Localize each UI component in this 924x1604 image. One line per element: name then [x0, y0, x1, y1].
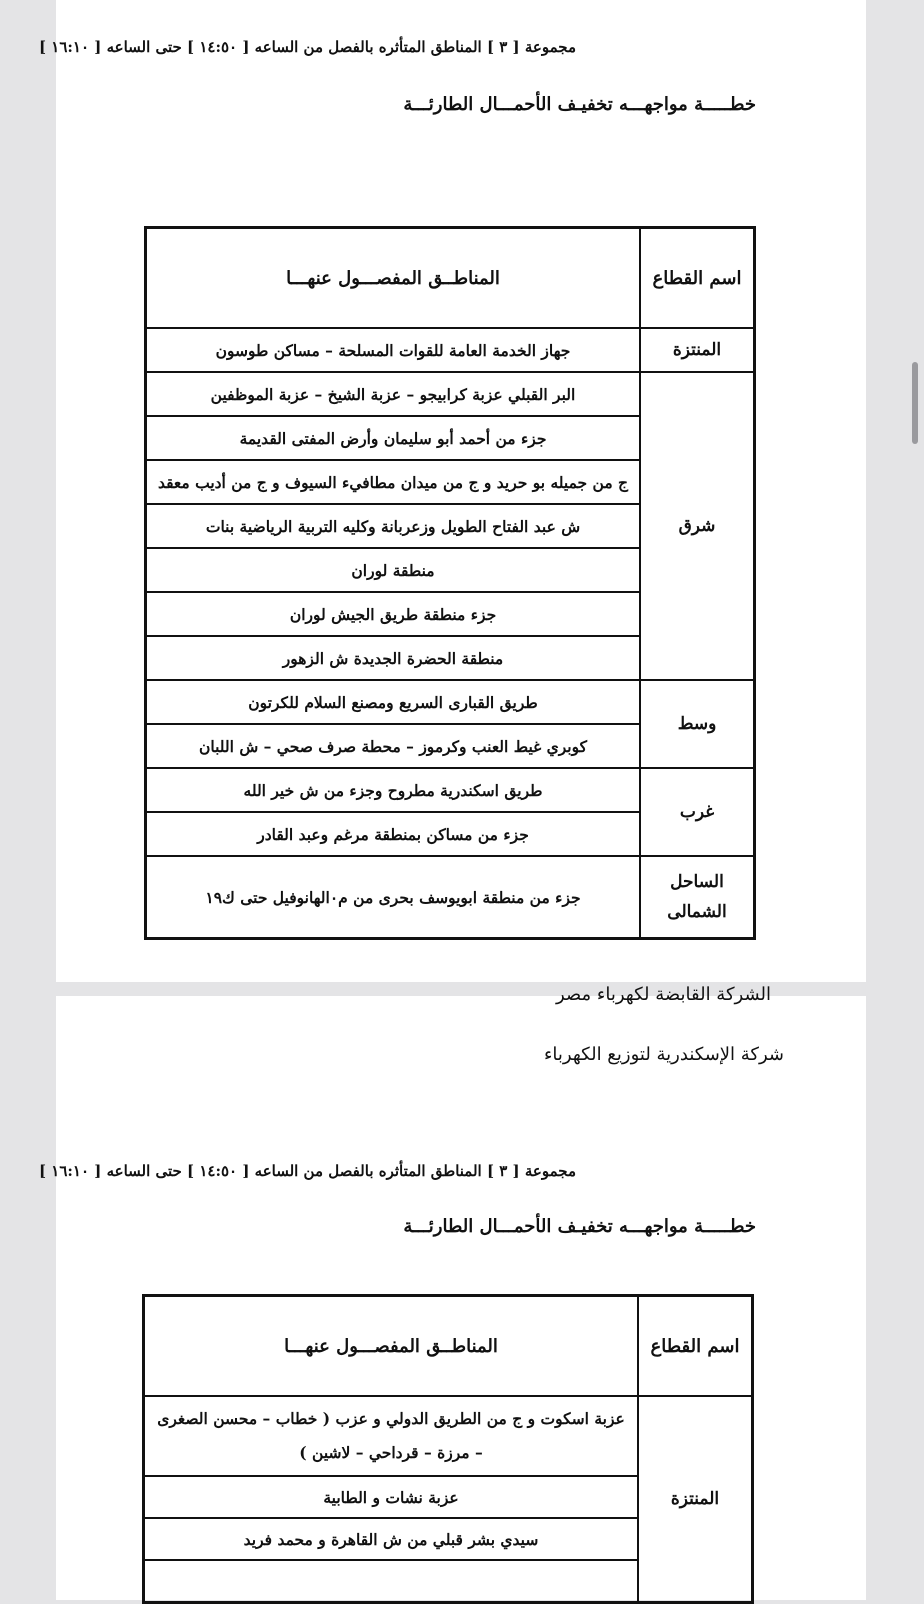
area-cell: كوبري غيط العنب وكرموز – محطة صرف صحي – ش اللبان [146, 724, 640, 768]
area-cell: ج من جميله بو حريد و ج من ميدان مطافيء السيوف و ج من أديب معقد [146, 460, 640, 504]
sector-areas-table [142, 1294, 754, 1604]
area-cell: منطقة لوران [146, 548, 640, 592]
area-cell: البر القبلي عزبة كرابيجو – عزبة الشيخ – عزبة الموظفين [146, 372, 640, 416]
area-cell: سيدي بشر قبلي من ش القاهرة و محمد فريد [144, 1518, 638, 1560]
area-cell: جزء من أحمد أبو سليمان وأرض المفتى القديمة [146, 416, 640, 460]
sector-west: غرب [640, 768, 754, 856]
area-cell: طريق القبارى السريع ومصنع السلام للكرتون [146, 680, 640, 724]
area-cell: عزبة نشات و الطابية [144, 1476, 638, 1518]
area-cell: جزء من مساكن بمنطقة مرغم وعبد القادر [146, 812, 640, 856]
group-schedule-line: مجموعة [ ٣ ] المناطق المتأثره بالفصل من الساعه [ ١٤:٥٠ ] حتى الساعه [ ١٦:١٠ ] [38, 38, 576, 56]
header-sector-name: اسم القطاع [638, 1296, 752, 1396]
area-cell: طريق اسكندرية مطروح وجزء من ش خير الله [146, 768, 640, 812]
area-cell: منطقة الحضرة الجديدة ش الزهور [146, 636, 640, 680]
area-cell: جزء منطقة طريق الجيش لوران [146, 592, 640, 636]
scrollbar-thumb[interactable] [912, 362, 918, 444]
area-cell: ش عبد الفتاح الطويل وزعربانة وكليه التربية الرياضية بنات [146, 504, 640, 548]
area-cell-partial [144, 1560, 638, 1602]
sector-center: وسط [640, 680, 754, 768]
group-schedule-line: مجموعة [ ٣ ] المناطق المتأثره بالفصل من الساعه [ ١٤:٥٠ ] حتى الساعه [ ١٦:١٠ ] [38, 1162, 576, 1180]
sector-areas-table [144, 226, 756, 940]
distribution-company-name: شركة الإسكندرية لتوزيع الكهرباء [543, 1044, 784, 1065]
header-disconnected-areas: المناطــق المفصـــول عنهـــا [146, 228, 640, 328]
document-page-1 [38, 0, 866, 982]
header-disconnected-areas: المناطــق المفصـــول عنهـــا [144, 1296, 638, 1396]
area-cell: جهاز الخدمة العامة للقوات المسلحة – مساكن طوسون [146, 328, 640, 372]
document-page-2 [38, 984, 866, 1600]
sector-montaza: المنتزة [640, 328, 754, 372]
sector-montaza: المنتزة [638, 1396, 752, 1602]
sector-east: شرق [640, 372, 754, 680]
header-sector-name: اسم القطاع [640, 228, 754, 328]
area-cell: عزبة اسكوت و ج من الطريق الدولي و عزب ( خطاب – محسن الصغرى – مرزة – قرداحي – لاشين ) [144, 1396, 638, 1476]
plan-title: خطـــــة مواجهـــه تخفيـف الأحمـــال الطارئـــة [403, 1216, 756, 1237]
plan-title: خطـــــة مواجهـــه تخفيـف الأحمـــال الطارئـــة [403, 94, 756, 115]
holding-company-name: الشركة القابضة لكهرباء مصر [556, 984, 771, 1005]
area-cell: جزء من منطقة ابويوسف بحرى من م٠الهانوفيل حتى ك١٩ [146, 856, 640, 938]
sector-north-coast: الساحل الشمالى [640, 856, 754, 938]
